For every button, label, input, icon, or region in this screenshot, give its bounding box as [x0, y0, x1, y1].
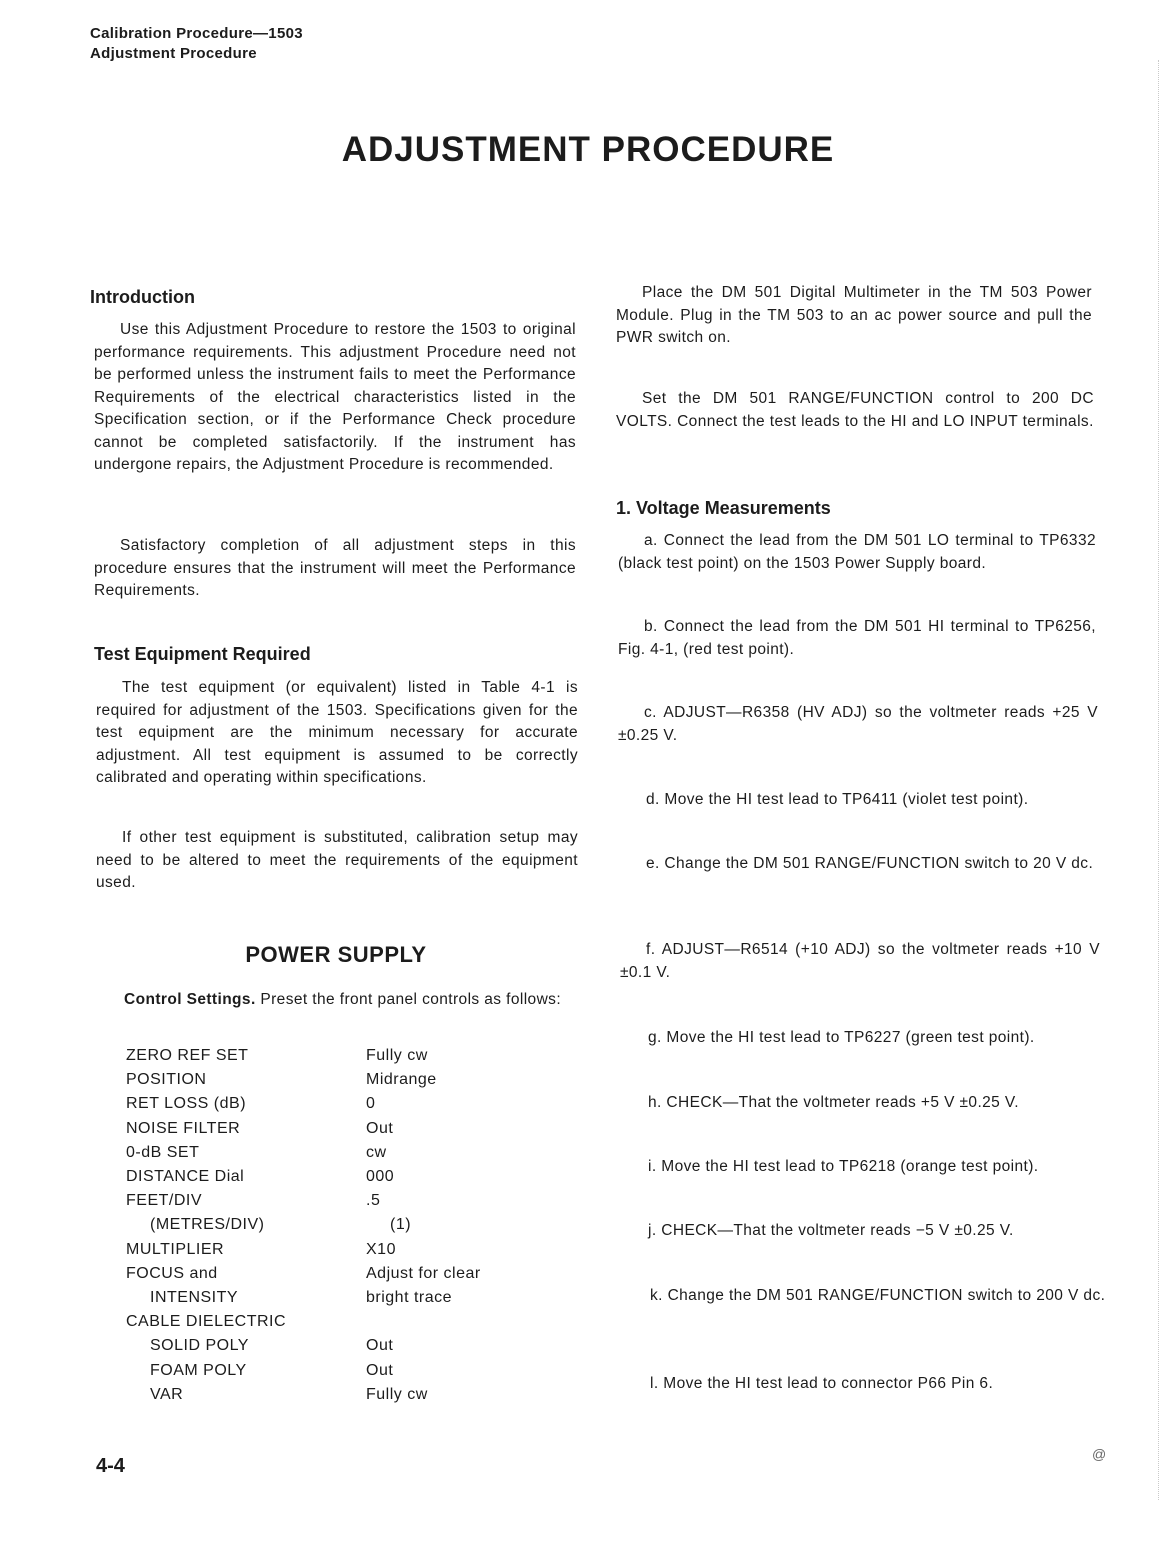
setting-row: FOCUS and Adjust for clear [126, 1264, 481, 1282]
page-title: ADJUSTMENT PROCEDURE [341, 130, 835, 169]
setup-paragraph-1: Place the DM 501 Digital Multimeter in the TM 503 Power Module. Plug in the TM 503 to an ac power source and pull the PWR switch on. [616, 284, 1092, 346]
page-number: 4-4 [96, 1455, 125, 1477]
step-f: f. ADJUST—R6514 (+10 ADJ) so the voltmeter reads +10 V ±0.1 V. [620, 941, 1100, 981]
step-g: g. Move the HI test lead to TP6227 (green test point). [648, 1029, 1035, 1046]
header-line-1: Calibration Procedure—1503 [90, 25, 303, 42]
step-d: d. Move the HI test lead to TP6411 (violet test point). [646, 791, 1029, 808]
voltage-measurements-heading: 1. Voltage Measurements [616, 498, 831, 518]
setting-row: ZERO REF SET Fully cw [126, 1047, 428, 1064]
test-equipment-paragraph-1: The test equipment (or equivalent) listed in Table 4-1 is required for adjustment of the 1503. Specifications given for the test equipment are the minimum necessary for accurate adjustment. All test equipment is assumed to be correctly calibrated and operating within specifications. [96, 679, 578, 786]
running-header [90, 24, 303, 64]
setting-row: DISTANCE Dial 000 [126, 1168, 395, 1186]
setting-row: SOLID POLY Out [150, 1337, 394, 1355]
step-i: i. Move the HI test lead to TP6218 (orange test point). [648, 1158, 1039, 1175]
introduction-paragraph-1: Use this Adjustment Procedure to restore the 1503 to original performance requirements. This adjustment Procedure need not be performed unless the instrument fails to meet the Performance Requirements of the electrical characteristics listed in the Specification section, or if the Performance Check procedure cannot be completed satisfactorily. If the instrument has undergone repairs, the Adjustment Procedure is recommended. [94, 321, 576, 473]
step-h: h. CHECK—That the voltmeter reads +5 V ±0.25 V. [648, 1094, 1019, 1111]
step-b: b. Connect the lead from the DM 501 HI terminal to TP6256, Fig. 4-1, (red test point). [618, 618, 1096, 658]
setting-row: CABLE DIELECTRIC [126, 1313, 287, 1331]
control-settings-intro [100, 988, 582, 1012]
setting-row: 0-dB SET cw [126, 1143, 387, 1161]
step-l: l. Move the HI test lead to connector P66 Pin 6. [650, 1375, 994, 1392]
setting-row: VAR Fully cw [150, 1385, 428, 1403]
step-k: k. Change the DM 501 RANGE/FUNCTION switch to 200 V dc. [650, 1287, 1106, 1304]
setting-row: RET LOSS (dB) 0 [126, 1095, 376, 1113]
power-supply-heading: POWER SUPPLY [245, 942, 427, 967]
introduction-paragraph-2: Satisfactory completion of all adjustment steps in this procedure ensures that the instrument will meet the Performance Requirements. [94, 537, 576, 599]
setting-row: (METRES/DIV) (1) [150, 1216, 412, 1234]
step-a: a. Connect the lead from the DM 501 LO terminal to TP6332 (black test point) on the 1503 Power Supply board. [618, 532, 1096, 572]
test-equipment-paragraph-2: If other test equipment is substituted, calibration setup may need to be altered to meet the requirements of the equipment used. [96, 829, 578, 891]
introduction-heading: Introduction [90, 287, 195, 307]
setting-row: FOAM POLY Out [150, 1361, 394, 1379]
control-settings-text: Preset the front panel controls as follows: [260, 991, 562, 1008]
setting-row: MULTIPLIER X10 [126, 1240, 396, 1258]
control-settings-label: Control Settings. [124, 991, 256, 1008]
step-c: c. ADJUST—R6358 (HV ADJ) so the voltmeter reads +25 V ±0.25 V. [618, 704, 1098, 744]
header-line-2: Adjustment Procedure [90, 45, 257, 62]
step-e: e. Change the DM 501 RANGE/FUNCTION switch to 20 V dc. [646, 855, 1094, 872]
footer-mark: @ [1092, 1446, 1107, 1462]
setting-row: NOISE FILTER Out [126, 1119, 394, 1137]
scan-edge-divider [1158, 60, 1160, 1500]
step-j: j. CHECK—That the voltmeter reads −5 V ±0.25 V. [648, 1222, 1014, 1239]
control-settings-list [126, 1044, 481, 1407]
setting-row: FEET/DIV .5 [126, 1192, 381, 1210]
test-equipment-heading: Test Equipment Required [94, 644, 311, 664]
setting-row: INTENSITY bright trace [150, 1289, 453, 1307]
setup-paragraph-2: Set the DM 501 RANGE/FUNCTION control to 200 DC VOLTS. Connect the test leads to the HI and LO INPUT terminals. [616, 390, 1094, 430]
setting-row: POSITION Midrange [126, 1071, 437, 1089]
